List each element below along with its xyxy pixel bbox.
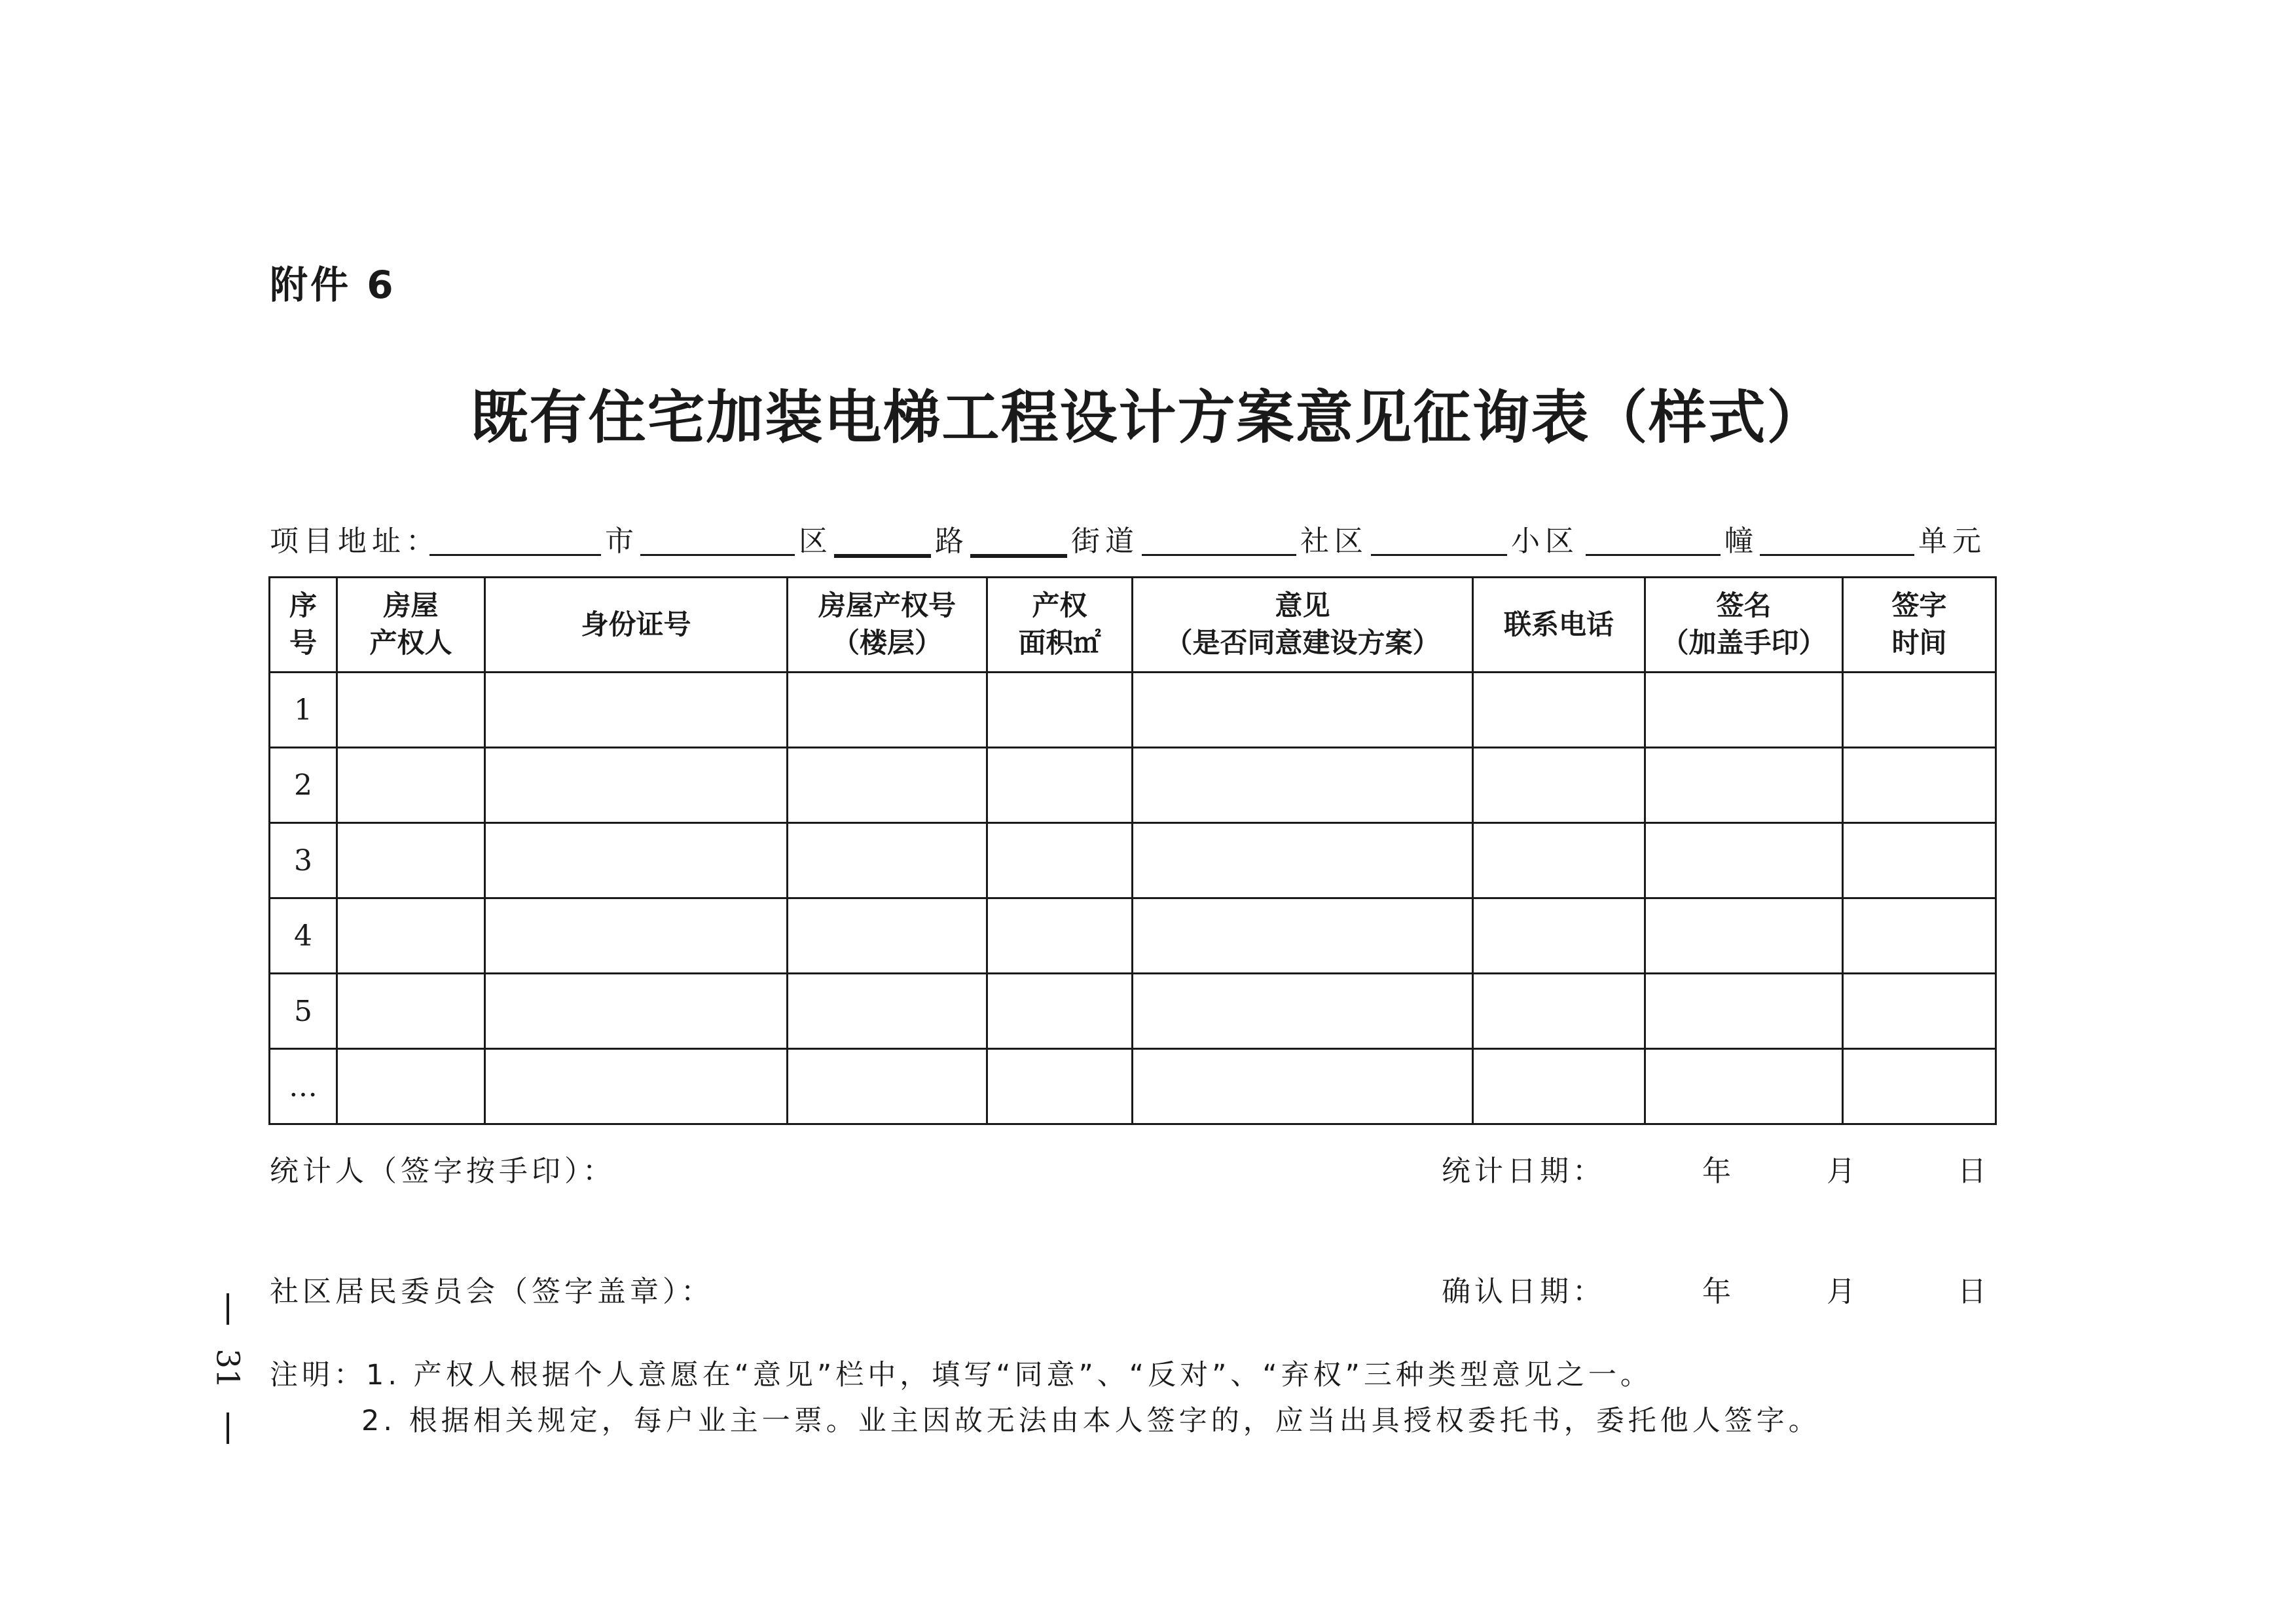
cell-signature[interactable] <box>1645 898 1843 974</box>
row-number: 5 <box>270 974 337 1049</box>
annex-label: 附件 6 <box>270 263 396 307</box>
cell-phone[interactable] <box>1473 974 1645 1049</box>
page-number <box>208 1293 247 1444</box>
cell-opinion[interactable] <box>1133 823 1473 898</box>
cell-property-number[interactable] <box>788 823 987 898</box>
cell-owner[interactable] <box>337 823 485 898</box>
confirm-date-label: 确认日期： <box>1442 1275 1605 1308</box>
address-blank-district[interactable] <box>640 554 795 556</box>
note-2: 2. 根据相关规定，每户业主一票。业主因故无法由本人签字的，应当出具授权委托书，委托他人签字。 <box>361 1405 1821 1437</box>
address-unit-estate: 小区 <box>1511 525 1579 558</box>
cell-area[interactable] <box>987 974 1133 1049</box>
address-blank-building[interactable] <box>1586 554 1721 556</box>
committee-label: 社区居民委员会（签字盖章）： <box>270 1275 714 1308</box>
cell-signature[interactable] <box>1645 1049 1843 1124</box>
table-row <box>270 673 1996 748</box>
header-serial: 序 号 <box>270 578 337 673</box>
table-row <box>270 748 1996 823</box>
cell-id-number[interactable] <box>485 673 788 748</box>
cell-property-number[interactable] <box>788 1049 987 1124</box>
header-id-number: 身份证号 <box>485 578 788 673</box>
note-1: 注明：1. 产权人根据个人意愿在“意见”栏中，填写“同意”、“反对”、“弃权”三种类型意见之一。 <box>270 1359 1652 1392</box>
cell-opinion[interactable] <box>1133 673 1473 748</box>
cell-sign-time[interactable] <box>1843 823 1996 898</box>
page-number-dash-bottom <box>227 1412 229 1444</box>
address-blank-road[interactable] <box>834 554 931 558</box>
address-blank-estate[interactable] <box>1371 554 1507 556</box>
cell-phone[interactable] <box>1473 898 1645 974</box>
cell-owner[interactable] <box>337 974 485 1049</box>
cell-sign-time[interactable] <box>1843 1049 1996 1124</box>
confirm-date-year: 年 <box>1702 1275 1735 1308</box>
cell-phone[interactable] <box>1473 748 1645 823</box>
cell-id-number[interactable] <box>485 748 788 823</box>
cell-signature[interactable] <box>1645 748 1843 823</box>
count-date-day: 日 <box>1958 1154 1990 1188</box>
cell-area[interactable] <box>987 823 1133 898</box>
cell-owner[interactable] <box>337 898 485 974</box>
header-signature: 签名 （加盖手印） <box>1645 578 1843 673</box>
cell-area[interactable] <box>987 1049 1133 1124</box>
address-blank-community[interactable] <box>1142 554 1296 556</box>
header-sign-time: 签字 时间 <box>1843 578 1996 673</box>
cell-id-number[interactable] <box>485 823 788 898</box>
address-unit-district: 区 <box>799 525 833 558</box>
cell-owner[interactable] <box>337 748 485 823</box>
count-date-label: 统计日期： <box>1442 1154 1605 1188</box>
header-area: 产权 面积㎡ <box>987 578 1133 673</box>
address-unit-road: 路 <box>935 525 969 558</box>
cell-property-number[interactable] <box>788 974 987 1049</box>
cell-id-number[interactable] <box>485 974 788 1049</box>
cell-phone[interactable] <box>1473 1049 1645 1124</box>
cell-opinion[interactable] <box>1133 974 1473 1049</box>
page-number-dash-top <box>227 1293 229 1325</box>
cell-phone[interactable] <box>1473 823 1645 898</box>
row-number: … <box>270 1049 337 1124</box>
opinion-table <box>268 576 1997 1125</box>
document-title: 既有住宅加装电梯工程设计方案意见征询表（样式） <box>470 383 1826 451</box>
page-number-value: 31 <box>210 1348 247 1389</box>
cell-signature[interactable] <box>1645 673 1843 748</box>
counter-label: 统计人（签字按手印）： <box>270 1154 615 1188</box>
header-opinion: 意见 （是否同意建设方案） <box>1133 578 1473 673</box>
cell-sign-time[interactable] <box>1843 673 1996 748</box>
cell-sign-time[interactable] <box>1843 898 1996 974</box>
project-address-line <box>270 517 1992 563</box>
cell-area[interactable] <box>987 748 1133 823</box>
cell-signature[interactable] <box>1645 823 1843 898</box>
address-blank-city[interactable] <box>429 554 601 556</box>
cell-opinion[interactable] <box>1133 1049 1473 1124</box>
header-owner: 房屋 产权人 <box>337 578 485 673</box>
cell-owner[interactable] <box>337 1049 485 1124</box>
cell-phone[interactable] <box>1473 673 1645 748</box>
cell-area[interactable] <box>987 673 1133 748</box>
row-number: 1 <box>270 673 337 748</box>
cell-area[interactable] <box>987 898 1133 974</box>
address-label: 项目地址： <box>270 525 440 558</box>
cell-owner[interactable] <box>337 673 485 748</box>
row-number: 2 <box>270 748 337 823</box>
confirm-date-month: 月 <box>1827 1275 1859 1308</box>
cell-signature[interactable] <box>1645 974 1843 1049</box>
cell-property-number[interactable] <box>788 673 987 748</box>
address-unit-city: 市 <box>605 525 639 558</box>
row-number: 4 <box>270 898 337 974</box>
cell-property-number[interactable] <box>788 898 987 974</box>
table-row <box>270 1049 1996 1124</box>
confirm-date-day: 日 <box>1958 1275 1990 1308</box>
address-unit-unit: 单元 <box>1918 525 1986 558</box>
table-header-row <box>270 578 1996 673</box>
count-date-month: 月 <box>1827 1154 1859 1188</box>
header-phone: 联系电话 <box>1473 578 1645 673</box>
cell-id-number[interactable] <box>485 898 788 974</box>
address-unit-community: 社区 <box>1300 525 1368 558</box>
count-date-year: 年 <box>1702 1154 1735 1188</box>
address-blank-unit[interactable] <box>1760 554 1914 556</box>
table-row <box>270 823 1996 898</box>
table-row <box>270 974 1996 1049</box>
row-number: 3 <box>270 823 337 898</box>
cell-opinion[interactable] <box>1133 898 1473 974</box>
table-row <box>270 898 1996 974</box>
cell-sign-time[interactable] <box>1843 748 1996 823</box>
cell-property-number[interactable] <box>788 748 987 823</box>
header-property-number: 房屋产权号 （楼层） <box>788 578 987 673</box>
address-blank-street[interactable] <box>970 554 1067 558</box>
address-unit-building: 幢 <box>1724 525 1758 558</box>
address-unit-street: 街道 <box>1071 525 1139 558</box>
cell-id-number[interactable] <box>485 1049 788 1124</box>
cell-sign-time[interactable] <box>1843 974 1996 1049</box>
cell-opinion[interactable] <box>1133 748 1473 823</box>
